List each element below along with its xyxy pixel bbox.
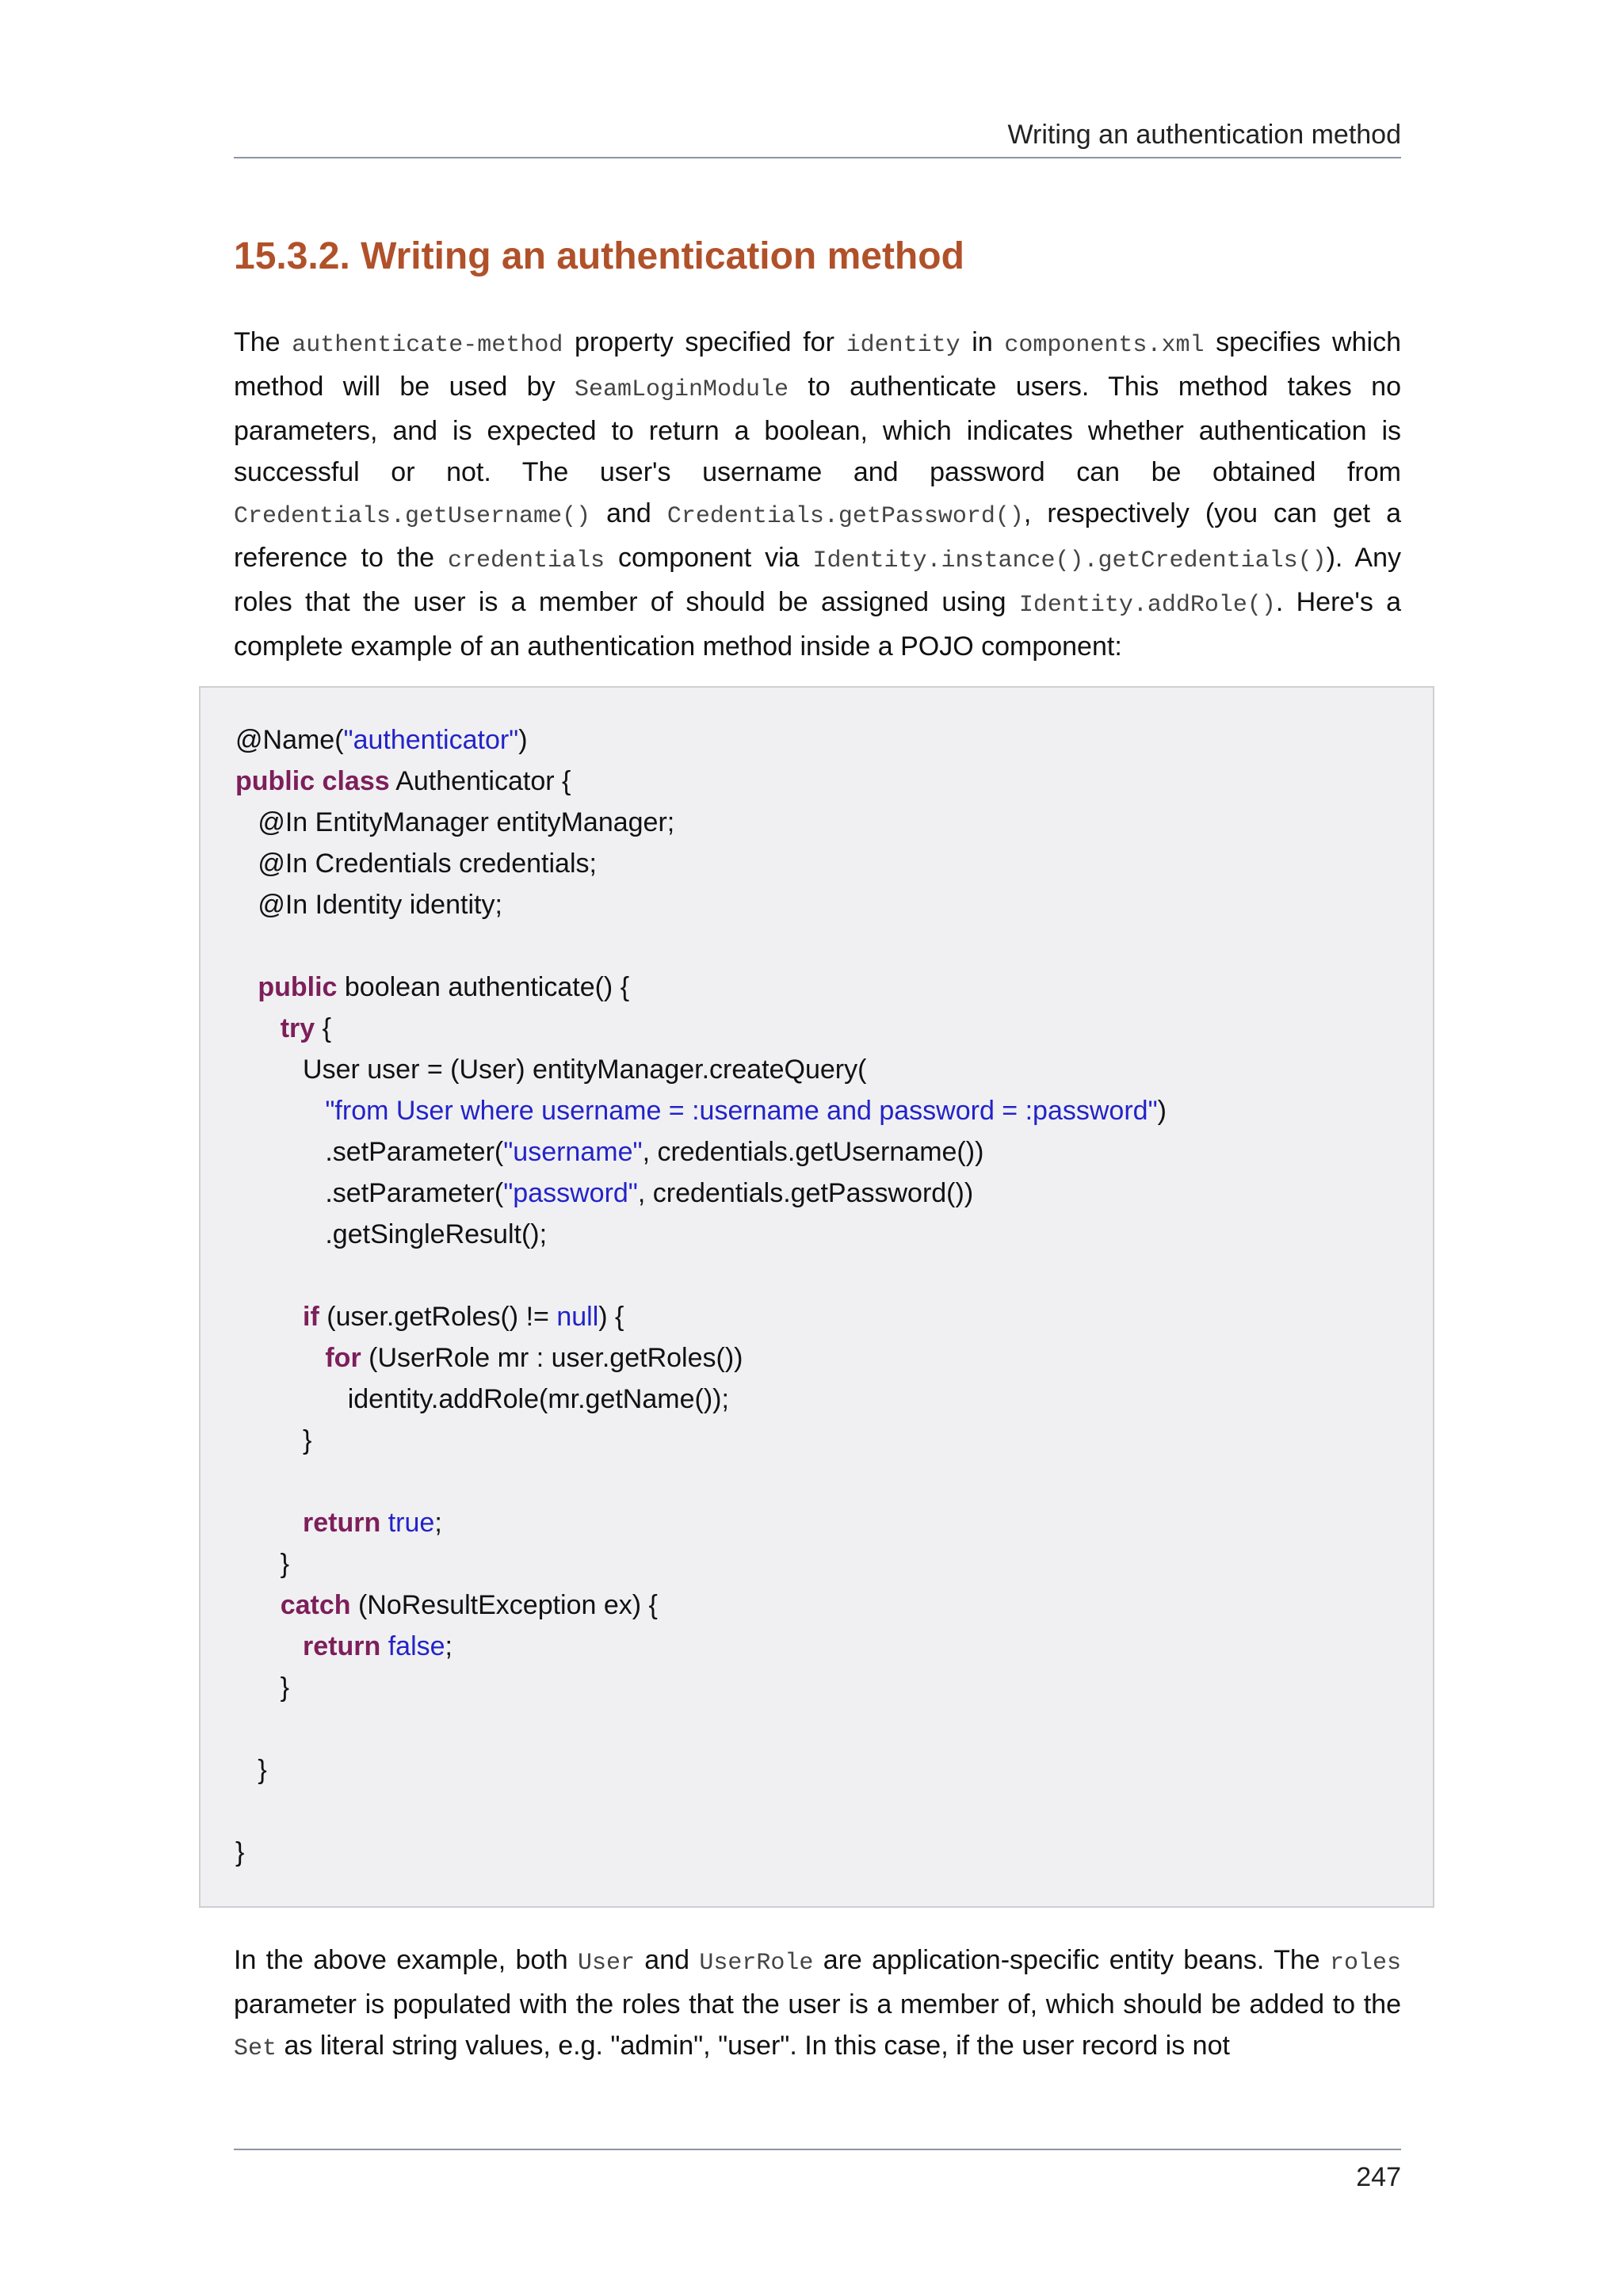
code-text: [235, 1096, 325, 1126]
inline-code: components.xml: [1004, 332, 1205, 359]
running-header-title: Writing an authentication method: [1007, 120, 1401, 150]
code-line: [235, 1791, 1167, 1832]
code-keyword: for: [325, 1343, 361, 1373]
code-line: [235, 1173, 1167, 1214]
code-text: [235, 1631, 303, 1661]
code-text: .getSingleResult();: [235, 1219, 548, 1249]
code-keyword: if: [303, 1302, 319, 1332]
code-line: [235, 1502, 1167, 1543]
code-text: ) {: [598, 1302, 624, 1332]
code-text: .setParameter(: [235, 1137, 504, 1167]
code-text: ;: [445, 1631, 453, 1661]
code-text: boolean authenticate() {: [337, 972, 630, 1002]
code-literal: "username": [503, 1137, 643, 1167]
inline-code: authenticate-method: [292, 332, 563, 359]
code-keyword: return: [303, 1631, 381, 1661]
code-text: @In Credentials credentials;: [235, 849, 597, 879]
inline-code: identity: [846, 332, 960, 359]
code-text: (NoResultException ex) {: [350, 1590, 658, 1620]
code-keyword: try: [280, 1013, 315, 1043]
intro-text: The: [234, 327, 292, 357]
code-literal: "password": [503, 1178, 638, 1208]
code-line: [235, 1296, 1167, 1337]
followup-text: In the above example, both: [234, 1945, 578, 1975]
inline-code: Credentials.getUsername(): [234, 503, 591, 530]
followup-text: are application-specific entity beans. The: [813, 1945, 1330, 1975]
inline-code: Identity.addRole(): [1018, 592, 1276, 619]
code-line: [235, 1090, 1167, 1131]
code-line: [235, 1420, 1167, 1461]
code-text: }: [235, 1837, 245, 1867]
intro-text: to authenticate users. This method takes no parameters, and is expected to return a boolean, which indicates whether authentication is successful or not. The user's username and password can be obtained from: [234, 372, 1401, 487]
code-literal: null: [556, 1302, 599, 1332]
code-text: [380, 1508, 388, 1538]
code-keyword: return: [303, 1508, 381, 1538]
code-lines: [235, 719, 1167, 1873]
code-text: identity.addRole(mr.getName());: [235, 1384, 729, 1414]
running-header: [234, 116, 1401, 158]
code-line: [235, 1585, 1167, 1626]
code-line: [235, 1543, 1167, 1585]
inline-code: UserRole: [699, 1950, 814, 1977]
code-text: , credentials.getUsername()): [642, 1137, 984, 1167]
intro-paragraph: [234, 322, 1401, 667]
code-line: [235, 1049, 1167, 1090]
intro-text: and: [590, 498, 667, 528]
code-text: (UserRole mr : user.getRoles()): [361, 1343, 743, 1373]
followup-paragraph: [234, 1939, 1401, 2069]
code-text: , credentials.getPassword()): [637, 1178, 974, 1208]
code-line: [235, 925, 1167, 967]
code-line: [235, 1832, 1167, 1873]
code-line: [235, 1461, 1167, 1502]
inline-code: Credentials.getPassword(): [666, 503, 1024, 530]
code-text: [380, 1631, 388, 1661]
code-line: [235, 1337, 1167, 1379]
code-text: [235, 1343, 325, 1373]
inline-code: User: [577, 1950, 635, 1977]
followup-text: parameter is populated with the roles that the user is a member of, which should be added to the: [234, 1989, 1401, 2019]
code-line: [235, 1214, 1167, 1255]
followup-text: as literal string values, e.g. "admin", "user". In this case, if the user record is not: [277, 2031, 1230, 2061]
code-text: [235, 1590, 281, 1620]
code-line: [235, 761, 1167, 802]
inline-code: credentials: [448, 547, 605, 574]
code-line: [235, 1708, 1167, 1749]
code-text: }: [235, 1549, 290, 1579]
code-text: ;: [434, 1508, 442, 1538]
code-listing: [199, 686, 1434, 1908]
inline-code: roles: [1329, 1950, 1401, 1977]
code-text: [235, 972, 258, 1002]
code-line: [235, 802, 1167, 843]
inline-code: Identity.instance().getCredentials(): [812, 547, 1327, 574]
code-text: [235, 1302, 303, 1332]
code-text: [235, 1508, 303, 1538]
code-line: [235, 884, 1167, 925]
code-line: [235, 1008, 1167, 1049]
intro-text: , respectively (you can get a reference to the: [234, 498, 1401, 573]
code-text: }: [235, 1425, 312, 1455]
code-line: [235, 719, 1167, 761]
code-text: }: [235, 1755, 267, 1785]
section-title: 15.3.2. Writing an authentication method: [234, 235, 964, 277]
code-line: [235, 1131, 1167, 1173]
code-keyword: public class: [235, 766, 390, 796]
code-line: [235, 843, 1167, 884]
page-number: 247: [1356, 2162, 1401, 2192]
running-footer: [234, 2149, 1401, 2192]
code-line: [235, 1255, 1167, 1296]
inline-code: Set: [234, 2035, 277, 2062]
intro-text: in: [960, 327, 1005, 357]
code-line: [235, 1626, 1167, 1667]
code-keyword: catch: [280, 1590, 351, 1620]
code-text: .setParameter(: [235, 1178, 504, 1208]
code-line: [235, 1749, 1167, 1791]
code-keyword: public: [258, 972, 338, 1002]
intro-text: property specified for: [563, 327, 846, 357]
code-line: [235, 967, 1167, 1008]
code-line: [235, 1667, 1167, 1708]
code-text: @Name(: [235, 725, 344, 755]
code-text: @In Identity identity;: [235, 890, 502, 920]
inline-code: SeamLoginModule: [574, 376, 789, 403]
code-literal: "authenticator": [343, 725, 519, 755]
intro-text: specifies which method will be used by: [234, 327, 1401, 402]
intro-text: component via: [605, 543, 813, 573]
code-text: {: [315, 1013, 331, 1043]
code-text: ): [1157, 1096, 1167, 1126]
code-text: User user = (User) entityManager.createQuery(: [235, 1055, 867, 1085]
code-literal: false: [388, 1631, 445, 1661]
code-text: Authenticator {: [389, 766, 571, 796]
intro-text: ). Any roles that the user is a member of should be assigned using: [234, 543, 1401, 617]
code-literal: true: [388, 1508, 435, 1538]
code-text: [235, 1013, 281, 1043]
code-text: (user.getRoles() !=: [319, 1302, 557, 1332]
code-literal: "from User where username = :username and password = :password": [325, 1096, 1158, 1126]
followup-text: and: [634, 1945, 700, 1975]
code-text: }: [235, 1672, 290, 1703]
code-line: [235, 1379, 1167, 1420]
code-text: ): [518, 725, 528, 755]
code-text: @In EntityManager entityManager;: [235, 807, 675, 837]
intro-text: . Here's a complete example of an authentication method inside a POJO component:: [234, 587, 1401, 662]
